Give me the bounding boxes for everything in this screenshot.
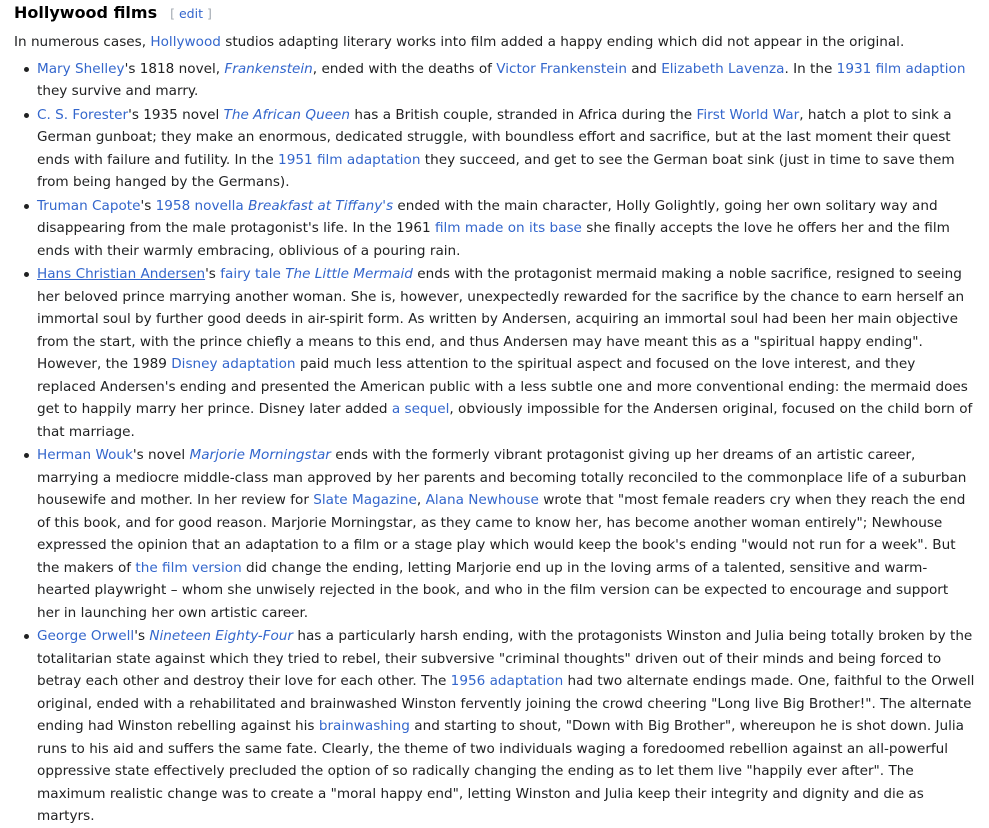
link-fairy-tale[interactable]: fairy tale [220,266,281,282]
intro-paragraph: In numerous cases, Hollywood studios adapting literary works into film added a happy ending which did not appear in the original. [14,34,905,50]
link-slate-magazine[interactable]: Slate Magazine [313,492,417,508]
list-item-breakfast-at-tiffanys: Truman Capote's 1958 novella Breakfast at Tiffany's ended with the main character, Holly Golightly, going her own solitary way and disappearing from the male protagonist's life. In the 1961 film made on its base she finally accepts the love he offers her and the film ends with their warmly embracing, oblivious of a pouring rain. [37,195,975,263]
film-list [14,58,975,828]
list-item-marjorie-morningstar: Herman Wouk's novel Marjorie Morningstar ends with the formerly vibrant protagonist giving up her dreams of an artistic career, marrying a mediocre middle-class man approved by her parents and becoming totally reconciled to the commonplace life of a suburban housewife and mother. In her review for Slate Magazine, Alana Newhouse wrote that "most female readers cry when they reach the end of this book, and for good reason. Marjorie Morningstar, as they came to know her, has become another woman entirely"; Newhouse expressed the opinion that an adaptation to a film or a stage play which would keep the book's ending "would not run for a week". But the makers of the film version did change the ending, letting Marjorie end up in the loving arms of a talented, sensitive and warm-hearted playwright – whom she unwisely rejected in the book, and who in the film version can be expected to encourage and support her in launching her own artistic career. [37,444,975,624]
link-disney-adaptation[interactable]: Disney adaptation [171,356,296,372]
list-item-little-mermaid: Hans Christian Andersen's fairy tale The Little Mermaid ends with the protagonist mermaid making a noble sacrifice, resigned to seeing her beloved prince marrying another woman. She is, however, unexpectedly rewarded for the sacrifice by the chance to earn herself an immortal soul by further good deeds in air-spirit form. As written by Andersen, acquiring an immortal soul had been her main objective from the start, with the prince chiefly a means to this end, and thus Andersen may have meant this as a "spiritual happy ending". However, the 1989 Disney adaptation paid much less attention to the spiritual aspect and focused on the love interest, and they replaced Andersen's ending and presented the American public with a less subtle one and more conventional ending: the mermaid does get to happily marry her prince. Disney later added a sequel, obviously impossible for the Andersen original, focused on the child born of that marriage. [37,263,975,443]
link-1951-film-adaptation[interactable]: 1951 film adaptation [278,151,421,168]
edit-section: [ edit ] [170,6,212,21]
link-1956-adaptation[interactable]: 1956 adaptation [450,673,564,689]
link-elizabeth-lavenza[interactable]: Elizabeth Lavenza [661,60,785,77]
link-brainwashing[interactable]: brainwashing [318,718,410,734]
link-the-african-queen[interactable]: The African Queen [223,106,351,123]
link-a-sequel[interactable]: a sequel [391,401,450,417]
link-the-little-mermaid[interactable]: The Little Mermaid [285,266,413,282]
link-truman-capote[interactable]: Truman Capote [37,197,141,214]
link-mary-shelley[interactable]: Mary Shelley [37,60,125,77]
link-1931-film-adaption[interactable]: 1931 film adaption [836,60,966,77]
link-alana-newhouse[interactable]: Alana Newhouse [425,492,539,508]
edit-link[interactable]: edit [178,6,203,21]
link-breakfast-at-tiffanys[interactable]: Breakfast at Tiffany's [248,197,394,214]
link-frankenstein[interactable]: Frankenstein [224,60,313,77]
link-nineteen-eighty-four[interactable]: Nineteen Eighty-Four [149,628,294,644]
link-hans-christian-andersen[interactable]: Hans Christian Andersen [37,266,206,282]
link-hollywood[interactable]: Hollywood [150,34,221,50]
section-title: Hollywood films [14,3,158,22]
section-heading [14,2,975,25]
list-item-african-queen: C. S. Forester's 1935 novel The African Queen has a British couple, stranded in Africa during the First World War, hatch a plot to sink a German gunboat; they make an enormous, dedicated struggle, with boundless effort and sacrifice, but at the last moment their quest ends with failure and futility. In the 1951 film adaptation they succeed, and get to see the German boat sink (just in time to save them from being hanged by the Germans). [37,104,975,194]
link-cs-forester[interactable]: C. S. Forester [37,106,129,123]
link-1958-novella[interactable]: 1958 novella [155,197,244,214]
link-victor-frankenstein[interactable]: Victor Frankenstein [496,60,627,77]
link-film-made-on-its-base[interactable]: film made on its base [434,220,582,236]
link-the-film-version[interactable]: the film version [135,559,242,576]
link-first-world-war[interactable]: First World War [696,106,800,123]
list-item-nineteen-eighty-four: George Orwell's Nineteen Eighty-Four has a particularly harsh ending, with the protagonists Winston and Julia being totally broken by the totalitarian state against which they tried to rebel, their subversive "criminal thoughts" driven out of their minds and being forced to betray each other and destroy their love for each other. The 1956 adaptation had two alternate endings made. One, faithful to the Orwell original, ended with a rehabilitated and brainwashed Winston fervently joining the crowd cheering "Long live Big Brother!". The alternate ending had Winston rebelling against his brainwashing and starting to shout, "Down with Big Brother", whereupon he is shot down. Julia runs to his aid and suffers the same fate. Clearly, the theme of two individuals waging a foredoomed rebellion against an all-powerful oppressive state effectively precluded the option of so radically changing the ending as to let them live "happily ever after". The maximum realistic change was to create a "moral happy end", letting Winston and Julia keep their integrity and dignity and die as martyrs. [37,625,975,828]
link-george-orwell[interactable]: George Orwell [37,628,135,644]
list-item-frankenstein: Mary Shelley's 1818 novel, Frankenstein, ended with the deaths of Victor Frankenstein and Elizabeth Lavenza. In the 1931 film adaption they survive and marry. [37,58,975,103]
link-herman-wouk[interactable]: Herman Wouk [37,447,133,463]
link-marjorie-morningstar[interactable]: Marjorie Morningstar [189,447,331,463]
